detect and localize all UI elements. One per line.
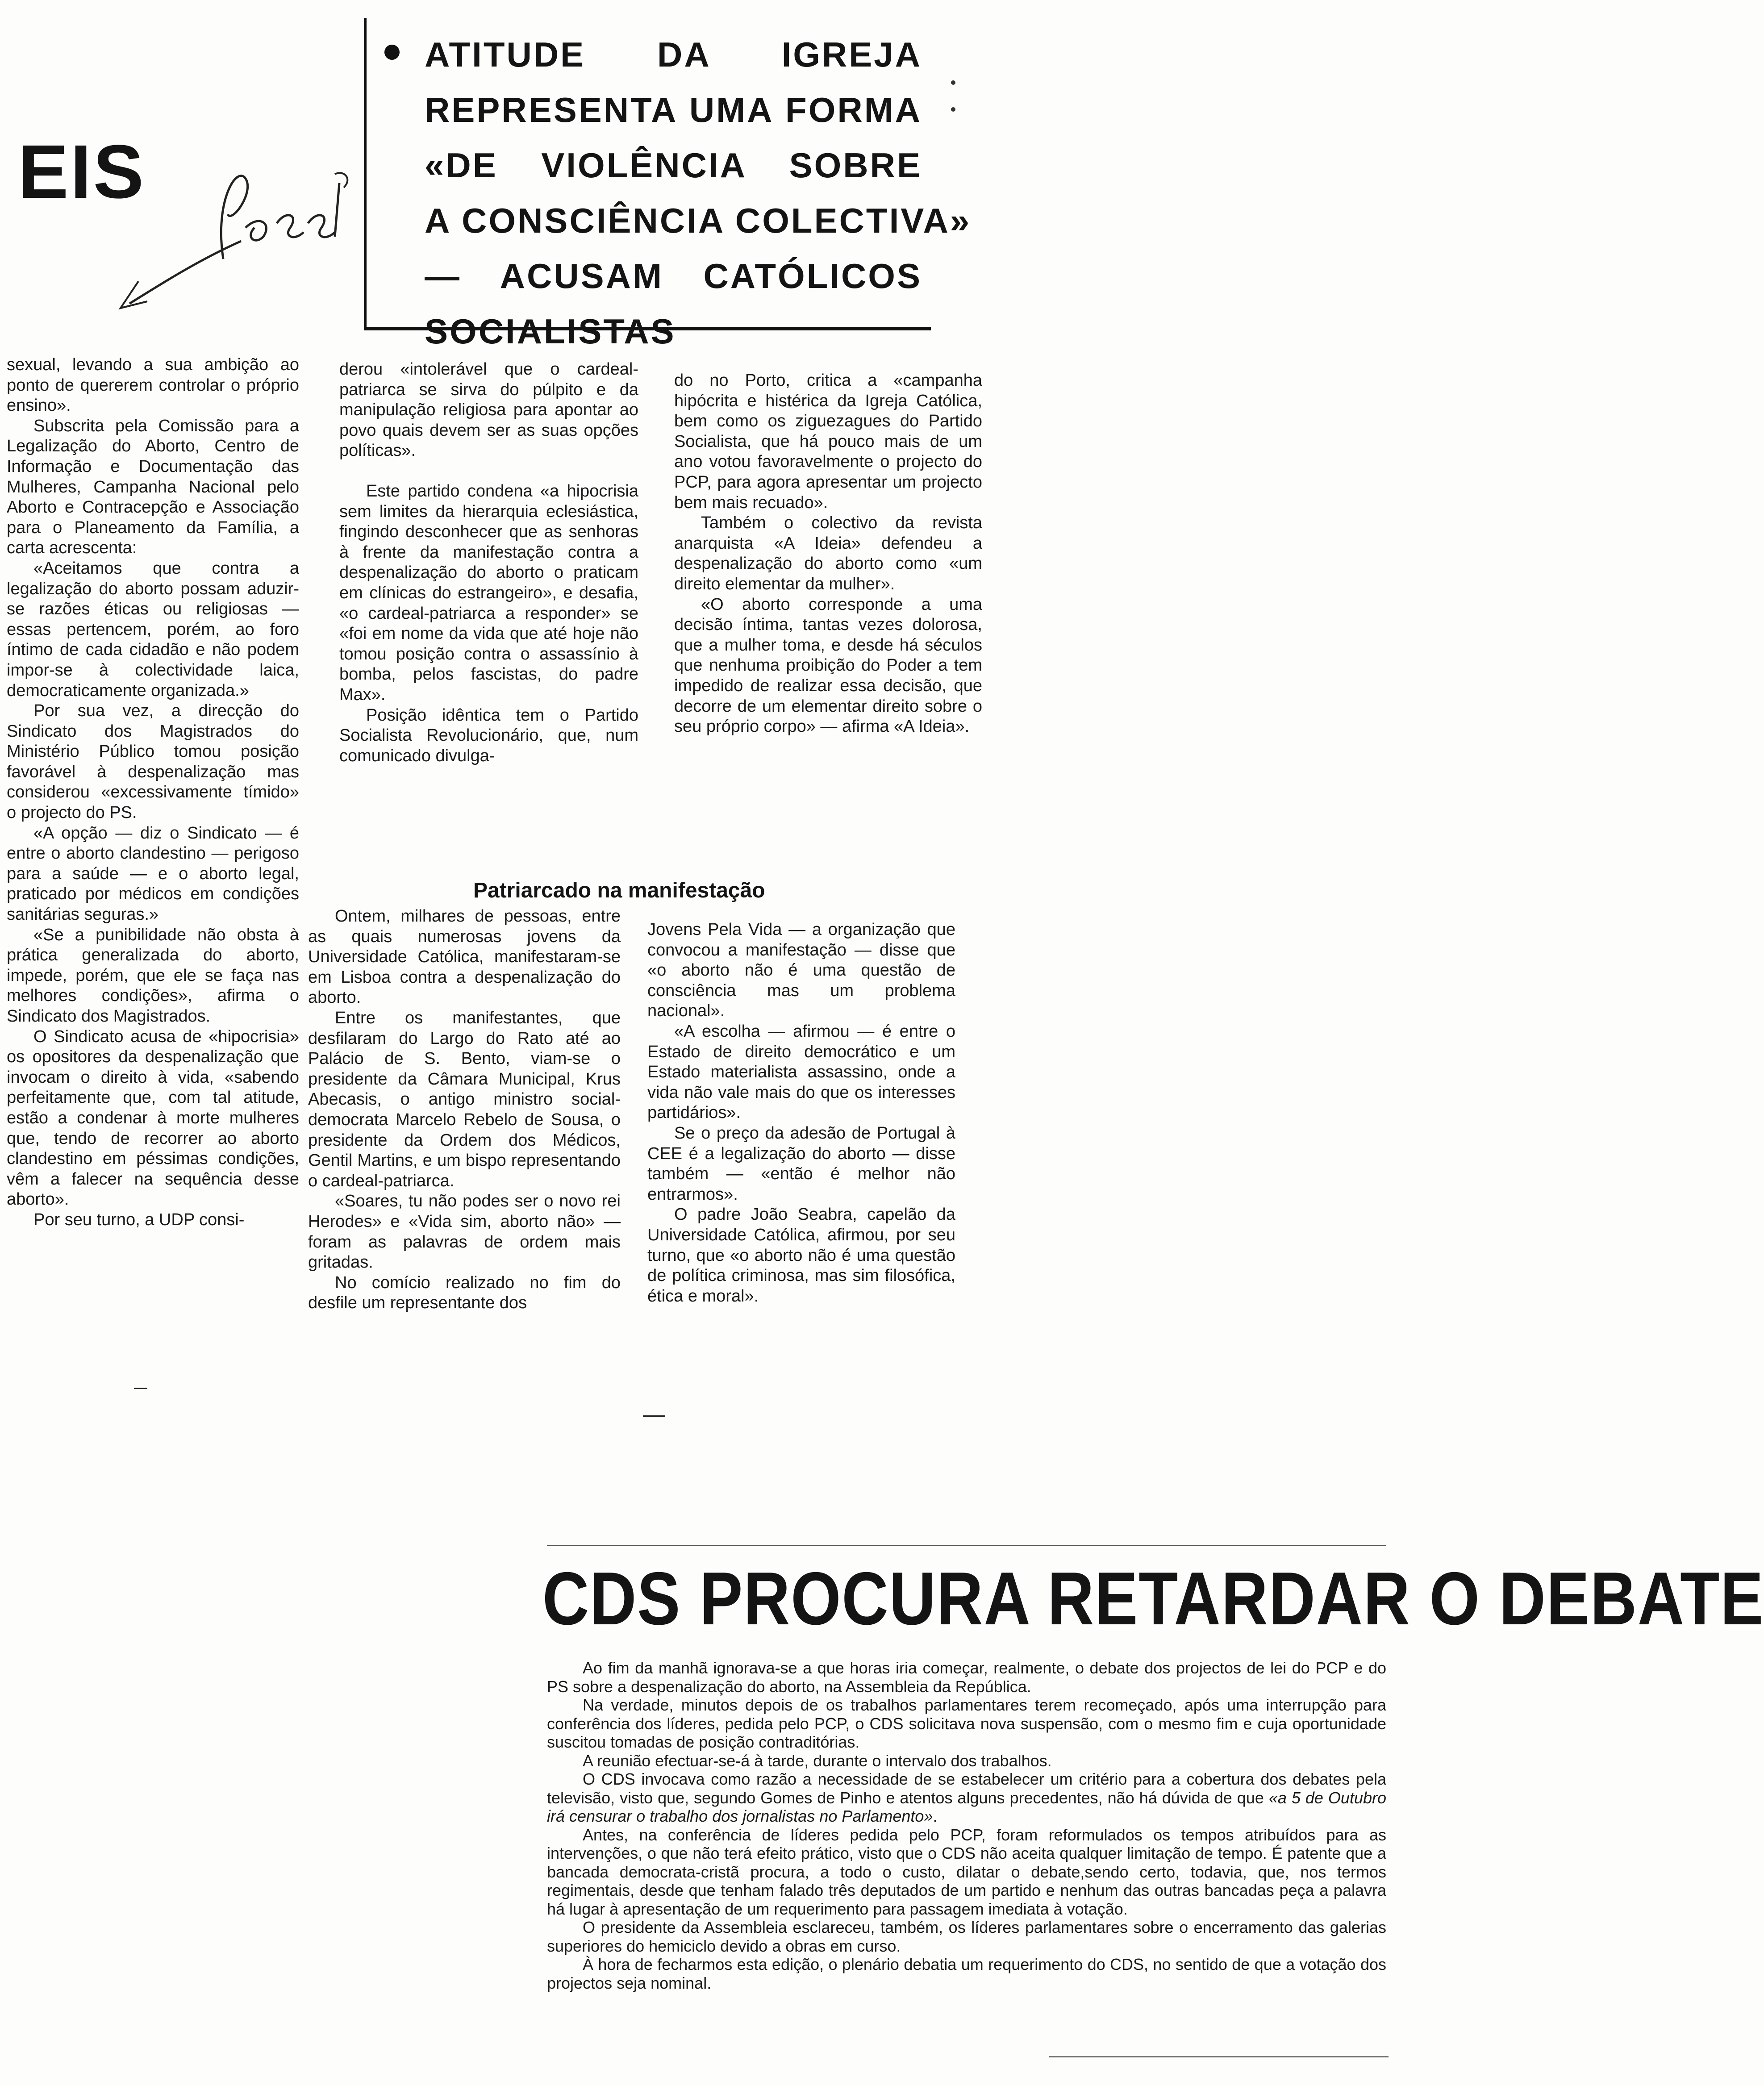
paragraph: Entre os manifestantes, que desfilaram do Largo do Rato até ao Palácio de S. Bento, viam-se o presidente da Câmara Municipal, Krus Abecasis, o antigo ministro social-democrata Marcelo Rebelo de Sousa, o presidente da Ordem dos Médicos, Gentil Martins, e um bispo representando o cardeal-patriarca. [308, 1008, 621, 1190]
paragraph: Jovens Pela Vida — a organização que convocou a manifestação — disse que «o aborto não é uma questão de consciência mas um problema nacional». [647, 920, 955, 1021]
paragraph: Este partido condena «a hipocrisia sem limites da hierarquia eclesiástica, fingindo desconhecer que as senhoras à frente da manifestação contra a despenalização do aborto o praticam em clínicas do estrangeiro», e desafia, «o cardeal-patriarca a responder» se «foi em nome da vida que até hoje não tomou posição contra o assassínio à bomba, pelos fascistas, do padre Max». [339, 481, 638, 704]
paragraph: O presidente da Assembleia esclareceu, também, os líderes parlamentares sobre o encerramento das galerias superiores do hemiciclo devido a obras em curso. [547, 1918, 1386, 1955]
headline-line-6: SOCIALISTAS [425, 312, 676, 351]
paragraph: «O aborto corresponde a uma decisão íntima, tantas vezes dolorosa, que a mulher toma, e desde há séculos que nenhuma proibição do Poder a tem impedido de realizar essa decisão, que decorre de um elementar direito sobre o seu próprio corpo» — afirma «A Ideia». [674, 595, 982, 736]
paragraph-text: O CDS invocava como razão a necessidade de se estabelecer um critério para a cobertura dos debates pela televisão, visto que, segundo Gomes de Pinho e atentos alguns precedentes, não há dúvida de que [547, 1770, 1386, 1807]
article-column-middle-top [339, 359, 638, 766]
paragraph: Antes, na conferência de líderes pedida pelo PCP, foram reformulados os tempos atribuídos para as intervenções, o que não terá efeito prático, visto que o CDS não aceita qualquer limitação de tempo. É patente que a bancada democrata-cristã procura, a todo o custo, dilatar o debate,sendo certo, todavia, que, nos termos regimentais, desde que tenham falado três deputados de um partido e nenhum das outras bancadas peça a palavra há lugar à apresentação de um requerimento para passagem imediata à votação. [547, 1825, 1386, 1918]
headline-line-1: ATITUDE DA IGREJA [425, 35, 922, 74]
headline-line-5: — ACUSAM CATÓLICOS [425, 256, 922, 296]
paragraph: À hora de fecharmos esta edição, o plenário debatia um requerimento do CDS, no sentido de que a votação dos projectos seja nominal. [547, 1955, 1386, 1992]
paragraph: Subscrita pela Comissão para a Legalização do Aborto, Centro de Informação e Documentação das Mulheres, Campanha Nacional pelo Aborto e Contracepção e Associação para o Planeamento da Família, a carta acrescenta: [7, 416, 299, 558]
fragment-heading: EIS [18, 129, 146, 214]
paragraph [547, 1770, 1386, 1826]
paragraph: «Aceitamos que contra a legalização do aborto possam aduzir-se razões éticas ou religiosas — essas pertencem, porém, ao foro íntimo de cada cidadão e não podem impor-se à colectividade laica, democraticamente organizada.» [7, 559, 299, 700]
paragraph-text: . [933, 1807, 938, 1825]
paragraph: Por seu turno, a UDP consi- [33, 1210, 245, 1229]
paragraph: Ao fim da manhã ignorava-se a que horas iria começar, realmente, o debate dos projectos de lei do PCP e do PS sobre a despenalização do aborto, na Assembleia da República. [547, 1659, 1386, 1696]
divider [643, 1415, 665, 1417]
article-column-left [7, 355, 299, 1231]
paragraph: A reunião efectuar-se-á à tarde, durante o intervalo dos trabalhos. [583, 1751, 1052, 1770]
paragraph: Se o preço da adesão de Portugal à CEE é a legalização do aborto — disse também — «então é melhor não entrarmos». [647, 1123, 955, 1204]
paragraph: «A opção — diz o Sindicato — é entre o aborto clandestino — perigoso para a saúde — e o aborto legal, praticado por médicos em condições sanitárias seguras.» [7, 823, 299, 924]
paragraph: sexual, levando a sua ambição ao ponto de quererem controlar o próprio ensino». [7, 355, 299, 415]
headline-line-4: A CONSCIÊNCIA COLECTIVA» [425, 201, 972, 240]
paragraph: «A escolha — afirmou — é entre o Estado de direito democrático e um Estado materialista assassino, onde a vida não vale mais do que os interesses partidários». [647, 1022, 955, 1122]
handwritten-annotation [112, 147, 362, 313]
article-column-right-top [674, 371, 982, 737]
article-title: CDS PROCURA RETARDAR O DEBATE [542, 1556, 1764, 1640]
article-body [547, 1659, 1386, 1992]
headline-line-3: «DE VIOLÊNCIA SOBRE [425, 146, 922, 185]
article-top-rule [547, 1545, 1386, 1546]
quote-italic: «a 5 de Outubro irá censurar o trabalho dos jornalistas no Parlamento» [547, 1788, 1386, 1825]
paragraph: O padre João Seabra, capelão da Universidade Católica, afirmou, por seu turno, que «o aborto não é uma questão de política criminosa, mas sim filosófica, ética e moral». [647, 1205, 955, 1306]
paragraph: No comício realizado no fim do desfile um representante dos [308, 1273, 621, 1313]
scan-speck [951, 80, 955, 85]
paragraph: Na verdade, minutos depois de os trabalhos parlamentares terem recomeçado, após uma interrupção para conferência dos líderes, pedida pelo PCP, o CDS solicitava nova suspensão, com o mesmo fim e cuja oportunidade suscitou tomadas de posição contraditórias. [547, 1696, 1386, 1751]
paragraph: Por sua vez, a direcção do Sindicato dos Magistrados do Ministério Público tomou posição favorável à despenalização mas considerou «excessivamente tímido» o projecto do PS. [7, 701, 299, 822]
article-bottom-rule [1049, 2056, 1389, 2057]
headline-box [364, 18, 972, 351]
article-column-middle-bottom [308, 906, 621, 1314]
paragraph: Também o colectivo da revista anarquista «A Ideia» defendeu a despenalização do aborto como «um direito elementar da mulher». [674, 513, 982, 593]
bullet-icon [384, 45, 400, 60]
divider [134, 1388, 147, 1389]
headline-line-2: REPRESENTA UMA FORMA [425, 90, 922, 129]
article-column-right-bottom [647, 920, 955, 1306]
paragraph: Ontem, milhares de pessoas, entre as quais numerosas jovens da Universidade Católica, manifestaram-se em Lisboa contra a despenalização do aborto. [308, 907, 621, 1007]
paragraph: Posição idêntica tem o Partido Socialista Revolucionário, que, num comunicado divulga- [339, 705, 638, 765]
paragraph: derou «intolerável que o cardeal-patriarca se sirva do púlpito e da manipulação religiosa para apontar ao povo quais devem ser as suas opções políticas». [339, 360, 638, 460]
paragraph: «Se a punibilidade não obsta à prática generalizada do aborto, impede, porém, que ele se faça nas melhores condições», afirma o Sindicato dos Magistrados. [7, 925, 299, 1026]
paragraph: «Soares, tu não podes ser o novo rei Herodes» e «Vida sim, aborto não» — foram as palavras de ordem mais gritadas. [308, 1192, 621, 1272]
scan-speck [951, 107, 955, 112]
section-subheading: Patriarcado na manifestação [473, 879, 765, 902]
paragraph: O Sindicato acusa de «hipocrisia» os opositores da despenalização que invocam o direito à vida, «sabendo perfeitamente que, com tal atitude, estão a condenar à morte mulheres que, tendo de recorrer ao aborto clandestino em péssimas condições, vêm a falecer na sequência desse aborto». [7, 1027, 299, 1209]
paragraph: do no Porto, critica a «campanha hipócrita e histérica da Igreja Católica, bem como os ziguezagues do Partido Socialista, que há pouco mais de um ano votou favoravelmente o projecto do PCP, para agora apresentar um projecto bem mais recuado». [674, 371, 982, 512]
